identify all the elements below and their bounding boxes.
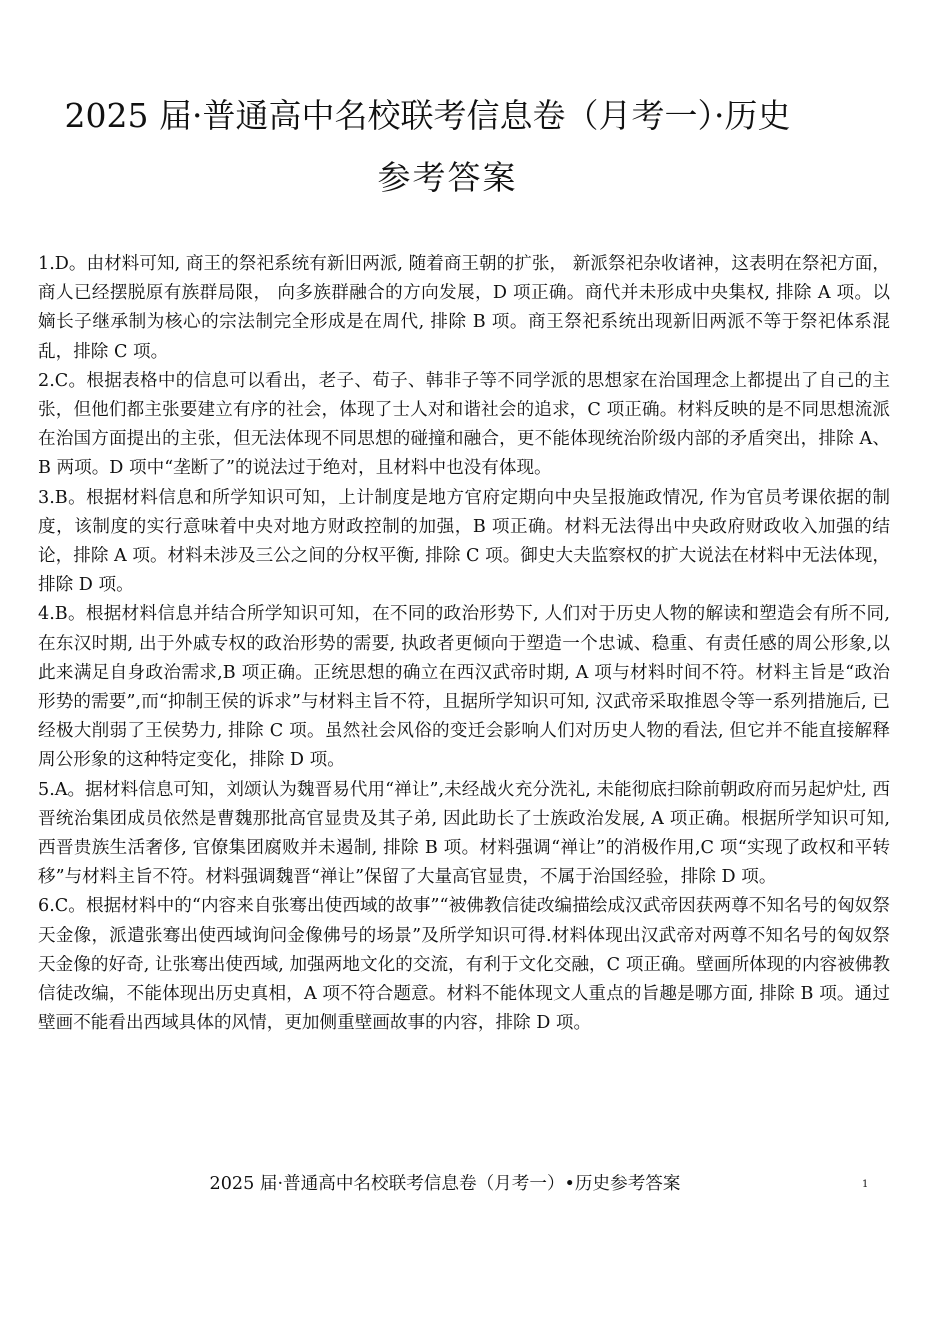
document-subtitle: 参考答案 bbox=[377, 158, 518, 197]
answer-list bbox=[38, 250, 890, 1038]
answer-item-5: 5.A。据材料信息可知，刘颂认为魏晋易代用“禅让”,未经战火充分洗礼, 未能彻底扫除前朝政府而另起炉灶, 西晋统治集团成员依然是曹魏那批高官显贵及其子弟, 因此助长了士族政治发展, A 项正确。根据所学知识可知, 西晋贵族生活奢侈, 官僚集团腐败并未遏制, 排除 B 项。材料强调“禅让”的消极作用,C 项“实现了政权和平转移”与材料主旨不符。材料强调魏晋“禅让”保留了大量高官显贵，不属于治国经验，排除 D 项。 bbox=[38, 779, 890, 888]
page-footer: 2025 届·普通高中名校联考信息卷（月考一）•历史参考答案 bbox=[209, 1174, 681, 1194]
answer-item-6: 6.C。根据材料中的“内容来自张骞出使西域的故事”“被佛教信徒改编描绘成汉武帝因获两尊不知名号的匈奴祭天金像，派遣张骞出使西域询问金像佛号的场景”及所学知识可得.材料体现出汉武帝对两尊不知名号的匈奴祭天金像的好奇, 让张骞出使西域, 加强两地文化的交流，有利于文化交融，C 项正确。壁画所体现的内容被佛教信徒改编，不能体现出历史真相，A 项不符合题意。材料不能体现文人重点的旨趣是哪方面, 排除 B 项。通过壁画不能看出西域具体的风情，更加侧重壁画故事的内容，排除 D 项。 bbox=[38, 896, 890, 1034]
answer-item-3: 3.B。根据材料信息和所学知识可知，上计制度是地方官府定期向中央呈报施政情况, 作为官员考课依据的制度，该制度的实行意味着中央对地方财政控制的加强，B 项正确。材料无法得出中央政府财政收入加强的结论，排除 A 项。材料未涉及三公之间的分权平衡, 排除 C 项。御史大夫监察权的扩大说法在材料中无法体现，排除 D 项。 bbox=[38, 487, 890, 596]
answer-item-2: 2.C。根据表格中的信息可以看出，老子、荀子、韩非子等不同学派的思想家在治国理念上都提出了自己的主张，但他们都主张要建立有序的社会，体现了士人对和谐社会的追求，C 项正确。材料反映的是不同思想流派在治国方面提出的主张，但无法体现不同思想的碰撞和融合，更不能体现统治阶级内部的矛盾突出，排除 A、B 两项。D 项中“垄断了”的说法过于绝对，且材料中也没有体现。 bbox=[38, 370, 890, 479]
answer-item-1: 1.D。由材料可知, 商王的祭祀系统有新旧两派, 随着商王朝的扩张， 新派祭祀杂收诸神，这表明在祭祀方面，商人已经摆脱原有族群局限， 向多族群融合的方向发展，D 项正确。商代并未形成中央集权, 排除 A 项。以嫡长子继承制为核心的宗法制完全形成是在周代, 排除 B 项。商王祭祀系统出现新旧两派不等于祭祀体系混乱，排除 C 项。 bbox=[38, 254, 890, 362]
page-number: 1 bbox=[862, 1179, 869, 1190]
document-title: 2025 届·普通高中名校联考信息卷（月考一）·历史 bbox=[64, 96, 791, 135]
answer-item-4: 4.B。根据材料信息并结合所学知识可知，在不同的政治形势下, 人们对于历史人物的解读和塑造会有所不同, 在东汉时期, 出于外戚专权的政治形势的需要, 执政者更倾向于塑造一个忠诚、稳重、有责任感的周公形象,以此来满足自身政治需求,B 项正确。正统思想的确立在西汉武帝时期, A 项与材料时间不符。材料主旨是“政治形势的需要”,而“抑制王侯的诉求”与材料主旨不符，且据所学知识可知, 汉武帝采取推恩令等一系列措施后, 已经极大削弱了王侯势力, 排除 C 项。虽然社会风俗的变迁会影响人们对历史人物的看法, 但它并不能直接解释周公形象的这种特定变化，排除 D 项。 bbox=[38, 604, 890, 771]
